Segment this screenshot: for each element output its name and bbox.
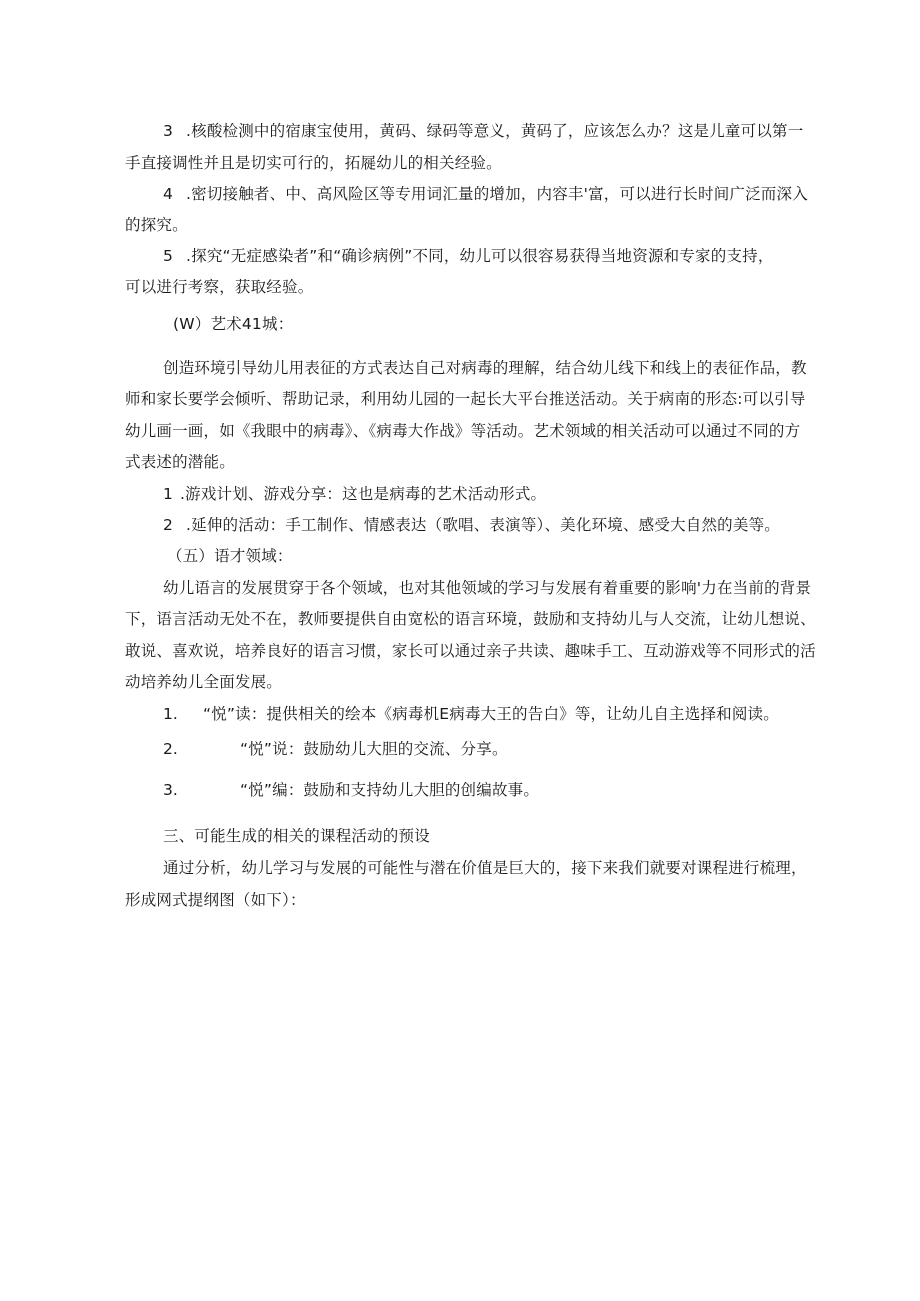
item-4-line-2: 的探究。: [125, 216, 188, 234]
language-item-1-number: 1.: [163, 705, 178, 723]
language-item-3-number: 3.: [163, 781, 178, 799]
item-3-line-2: 手直接调性并且是切实可行的，拓屣幼儿的相关经验。: [125, 154, 502, 172]
section-3-heading: 三、可能生成的相关的课程活动的预设: [163, 827, 430, 845]
item-5-line-2: 可以进行考察，获取经验。: [125, 278, 314, 296]
item-5-line-1: .探究“无症感染者”和“确诊病例”不同，幼儿可以很容易获得当地资源和专家的支持，: [186, 247, 774, 265]
language-section-heading: （五）语才领域：: [167, 547, 293, 565]
language-body-line-4: 动培养幼儿全面发展。: [125, 673, 283, 691]
item-3-line-1: .核酸检测中的宿康宝使用，黄码、绿码等意义，黄码了，应该怎么办？这是儿童可以第一: [186, 122, 804, 140]
art-item-2-text: .延伸的活动：手工制作、情感表达（歌唱、表演等）、美化环境、感受大自然的美等。: [186, 516, 780, 534]
language-body-line-3: 敢说、喜欢说，培养良好的语言习惯，家长可以通过亲子共读、趣味手工、互动游戏等不同形式的活: [125, 642, 816, 660]
art-item-1-text: .游戏计划、游戏分享：这也是病毒的艺术活动形式。: [180, 485, 547, 503]
art-body-line-1: 创造环境引导幼儿用表征的方式表达自己对病毒的理解，结合幼儿线下和线上的表征作品，教: [163, 359, 807, 377]
art-item-2-number: 2: [163, 516, 173, 534]
item-3-number: 3: [163, 122, 173, 140]
art-item-1-number: 1: [163, 485, 173, 503]
language-item-2-text: “悦”说：鼓励幼儿大胆的交流、分享。: [240, 740, 508, 758]
item-4-number: 4: [163, 185, 173, 203]
language-body-line-1: 幼儿语言的发展贯穿于各个领域，也对其他领域的学习与发展有着重要的影响'力在当前的背景: [163, 579, 812, 597]
language-item-3-text: “悦”编：鼓励和支持幼儿大胆的创编故事。: [240, 781, 540, 799]
language-body-line-2: 下，语言活动无处不在，教师要提供自由宽松的语言环境，鼓励和支持幼儿与人交流，让幼儿想说、: [125, 610, 816, 628]
art-section-heading: (W）艺术41城：: [173, 315, 294, 333]
art-body-line-4: 式表述的潜能。: [125, 453, 235, 471]
language-item-2-number: 2.: [163, 740, 178, 758]
item-4-line-1: .密切接触者、中、高风险区等专用词汇量的增加，内容丰'富，可以进行长时间广泛而深入: [186, 185, 808, 203]
item-5-number: 5: [163, 247, 173, 265]
language-item-1-text: “悦”读：提供相关的绘本《病毒机E病毒大王的告白》等，让幼儿自主选择和阅读。: [203, 705, 779, 723]
section-3-body-line-2: 形成网式提纲图（如下）：: [125, 891, 306, 909]
art-body-line-2: 师和家长要学会倾听、帮助记录，利用幼儿园的一起长大平台推送活动。关于病南的形态:可以引导: [125, 390, 806, 408]
art-body-line-3: 幼儿画一画，如《我眼中的病毒》、《病毒大作战》等活动。艺术领域的相关活动可以通过不同的方: [125, 422, 801, 440]
section-3-body-line-1: 通过分析，幼儿学习与发展的可能性与潜在价值是巨大的，接下来我们就要对课程进行梳理，: [163, 859, 807, 877]
